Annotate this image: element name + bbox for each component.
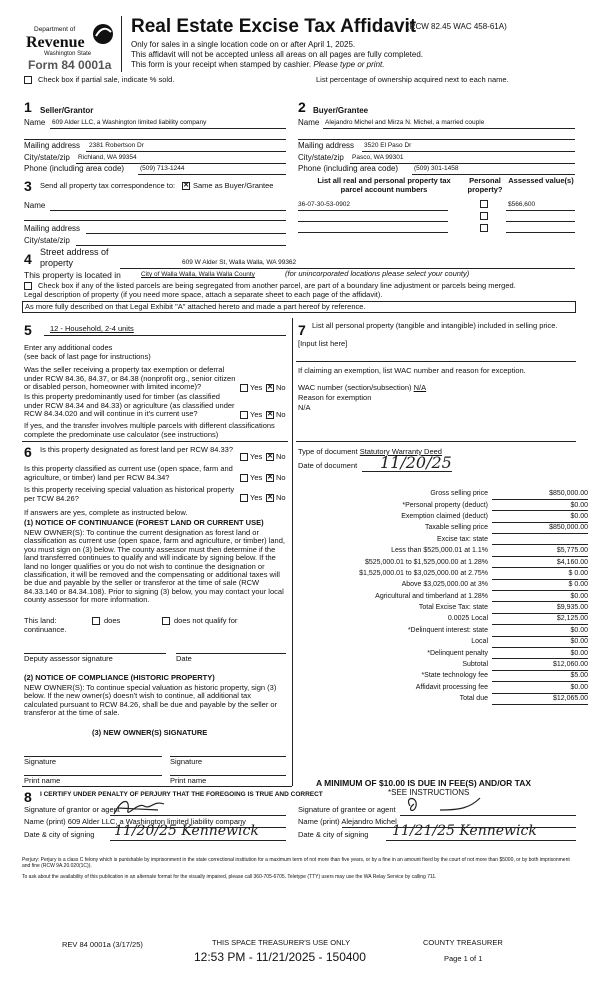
calc-value[interactable]: $5.00 [492,670,588,681]
calc-value[interactable]: $5,775.00 [492,545,588,556]
buyer-name-value[interactable]: Alejandro Michel and Mirza N. Michel, a married couple [325,119,485,126]
notice-compliance-text: NEW OWNER(S): To continue special valuation as historic property, sign (3) below. If the new owner(s) doesn't wish to continue, all additional tax calculated pursuant to RCW 84.26, shall be due and payable by the seller or transferor at the time of sale. [24,683,278,718]
buyer-city-label: City/state/zip [298,153,344,162]
dept-label: Department of [34,26,76,33]
grantee-sig-label: Signature of grantee or agent [298,805,396,814]
seller-heading: Seller/Grantor [40,106,94,115]
s5-q1-no-checkbox[interactable]: ✕ [267,384,273,391]
seller-mail-value[interactable]: 2381 Robertson Dr [89,142,144,149]
s5-q2-yes-label: Yes [250,410,263,419]
calc-label: Subtotal [462,661,488,669]
grantor-name-value[interactable]: 609 Alder LLC, a Washington limited liability company [67,817,246,826]
legal-desc-label: Legal description of property (if you need more space, attach a separate sheet to each page of the affidavit). [24,290,383,299]
s5-q1-yes-label: Yes [250,383,263,392]
wac-value[interactable]: N/A [413,383,427,392]
calc-row [296,568,588,579]
calc-value[interactable]: $0.00 [492,591,588,602]
section-7-number: 7 [298,322,306,338]
location-value[interactable]: City of Walla Walla, Walla Walla County [141,271,255,278]
s6-q3-no-checkbox[interactable]: ✕ [267,494,273,501]
s5-q2-yes-checkbox[interactable] [240,411,248,419]
parcel-number-1[interactable]: 36-07-30-53-0902 [298,201,351,208]
s6-q3-no-label: No [276,493,286,502]
calc-row [296,682,588,693]
see-instructions-note: *SEE INSTRUCTIONS [388,788,470,797]
calc-value[interactable] [492,534,588,545]
s6-q3-yes-label: Yes [250,493,263,502]
calc-value[interactable]: $850,000.00 [492,522,588,533]
s6-q1-no-checkbox[interactable]: ✕ [267,453,273,460]
additional-codes-label: Enter any additional codes [24,343,113,352]
calc-row [296,602,588,613]
calc-row [296,499,588,510]
certification-statement: I CERTIFY UNDER PENALTY OF PERJURY THAT THE FOREGOING IS TRUE AND CORRECT [40,791,323,798]
s6-q1-yes-checkbox[interactable] [240,453,248,461]
same-as-buyer-checkbox[interactable]: ✕ [183,182,189,189]
calc-row [296,545,588,556]
seller-phone-label: Phone (including area code) [24,164,125,173]
buyer-phone-label: Phone (including area code) [298,164,399,173]
s5-q1-yes-checkbox[interactable] [240,384,248,392]
state-label: Washington State [44,51,92,57]
personal-property-checkbox-3[interactable] [480,224,488,232]
partial-sale-label: Check box if partial sale, indicate % sold. [38,75,175,84]
seller-name-label: Name [24,118,46,127]
assessed-value-1[interactable]: $566,600 [508,201,536,208]
calc-row [296,488,588,499]
section-3-number: 3 [24,178,32,194]
wa-logo-icon [90,22,116,46]
calc-value[interactable]: $2,125.00 [492,613,588,624]
personal-property-checkbox-1[interactable] [480,200,488,208]
calc-label: 0.0025 Local [447,615,488,623]
s5-q3: If yes, and the transfer involves multiple parcels with different classifications complete the predominate use calculator (see instructions) [24,421,275,439]
grantor-date-label: Date & city of signing [24,830,95,839]
calc-value[interactable]: $ 0.00 [492,568,588,579]
buyer-mail-label: Mailing address [298,141,355,150]
header-line-3b: Please type or print. [313,60,385,69]
calc-label: $1,525,000.01 to $3,025,000.00 at 2.75% [359,569,488,577]
location-note: (for unincorporated locations please select your county) [285,269,470,278]
s6-print-name-label-1: Print name [24,776,61,785]
doc-date-value[interactable]: 11/20/25 [380,453,452,472]
calc-label: Local [471,638,488,646]
calc-value[interactable]: $12,060.00 [492,659,588,670]
page-number: Page 1 of 1 [444,954,483,963]
buyer-name-label: Name [298,118,320,127]
notice-continuance-text: NEW OWNER(S): To continue the current designation as forest land or classification as current use (open space, farm and agriculture, or timber) land, you must sign on (3) below. The county assessor must then determine if the land transferred continues to qualify and will indicate by signing below. If the land no longer qualifies or you do not wish to continue the designation or classification, it will be removed and the compensating or additional taxes will be due and payable by the seller or transferor at the time of sale (RCW 84.33.140 or 84.34.108). Prior to signing (3) below, you may contact your local county assessor for more information. [24,528,285,605]
personal-property-input[interactable]: [Input list here] [298,339,348,348]
seller-name-value[interactable]: 609 Alder LLC, a Washington limited liability company [52,119,207,126]
assessed-value-header: Assessed value(s) [508,176,574,185]
s6-q1-no-label: No [276,452,286,461]
notice-continuance-heading: (1) NOTICE OF CONTINUANCE (FOREST LAND OR CURRENT USE) [24,518,264,527]
grantee-date-value[interactable]: 11/21/25 Kennewick [392,823,537,839]
this-land-label: This land: [24,616,57,625]
calc-label: *State technology fee [421,672,488,680]
notice-compliance-heading: (2) NOTICE OF COMPLIANCE (HISTORIC PROPERTY) [24,673,215,682]
calc-value[interactable]: $0.00 [492,647,588,658]
s6-q2-yes-label: Yes [250,473,263,482]
section-2-number: 2 [298,99,306,115]
accessibility-notice: To ask about the availability of this publication in an alternate format for the visually impaired, please call 360-705-6705. Teletype (TTY) users may use the WA Relay Service by calling 711. [22,874,437,880]
land-does-label: does [104,616,121,625]
s5-q1: Was the seller receiving a property tax exemption or deferral under RCW 84.36, 84.37, or 84.38 (nonprofit org., senior citizen or disabled person, homeowner with limited income)? [24,365,236,392]
deputy-date-label: Date [176,654,192,663]
s5-q2-no-label: No [276,410,286,419]
rcw-ref: (RCW 82.45 WAC 458-61A) [407,22,507,31]
calc-row [296,693,588,704]
reason-label: Reason for exemption [298,393,372,402]
header-line-1: Only for sales in a single location code on or after April 1, 2025. [131,40,356,49]
buyer-mail-value[interactable]: 3520 El Paso Dr [364,142,412,149]
land-does-not-checkbox[interactable] [162,617,170,625]
wac-label: WAC number (section/subsection) [298,383,412,392]
grantor-date-value[interactable]: 11/20/25 Kennewick [114,823,259,839]
parcel-header: List all real and personal property tax parcel account numbers [317,176,451,194]
calc-label: Above $3,025,000.00 at 3% [401,581,488,589]
street-value[interactable]: 609 W Alder St, Walla Walla, WA 99362 [182,259,297,266]
header-line-3: This form is your receipt when stamped by cashier. [131,60,312,69]
calc-label: *Delinquent penalty [427,649,488,657]
section-1-number: 1 [24,99,32,115]
calc-value[interactable]: $0.00 [492,682,588,693]
same-as-buyer-label: Same as Buyer/Grantee [193,181,274,190]
land-does-not-label: does not qualify for [174,616,238,625]
land-does-checkbox[interactable] [92,617,100,625]
legal-description-box[interactable]: As more fully described on that Legal Exhibit "A" attached hereto and made a part hereof by reference. [22,301,576,313]
treasurer-stamp: 12:53 PM - 11/21/2025 - 150400 [194,950,366,964]
calc-row [296,636,588,647]
doc-type-value[interactable]: Statutory Warranty Deed [359,447,442,456]
s3-name-label: Name [24,201,46,210]
s6-instructions: If answers are yes, complete as instructed below. [24,508,188,517]
calc-row [296,522,588,533]
calc-label: Total due [459,695,488,703]
s6-print-name-label-2: Print name [170,776,207,785]
s5-q2-no-checkbox[interactable]: ✕ [267,411,273,418]
page-title: Real Estate Excise Tax Affidavit [131,16,417,37]
calc-value[interactable]: $4,160.00 [492,556,588,567]
continuance-label: continuance. [24,625,67,634]
section-8-number: 8 [24,789,32,805]
form-revision: REV 84 0001a (3/17/25) [62,940,143,949]
new-owner-sig-heading: (3) NEW OWNER(S) SIGNATURE [92,728,208,737]
treasurer-use-label: THIS SPACE TREASURER'S USE ONLY [212,938,351,947]
s6-q1-yes-label: Yes [250,452,263,461]
segregation-checkbox[interactable] [24,282,32,290]
calc-label: Agricultural and timberland at 1.28% [375,592,488,600]
minimum-fee-note: A MINIMUM OF $10.00 IS DUE IN FEE(S) AND/OR TAX [316,778,532,788]
calc-row [296,613,588,624]
seller-city-label: City/state/zip [24,153,70,162]
tax-calculation-table [296,488,588,705]
calc-label: Taxable selling price [424,524,488,532]
seller-phone-value[interactable]: (509) 713-1244 [140,165,185,172]
reason-value[interactable]: N/A [298,403,311,412]
calc-value[interactable]: $0.00 [492,511,588,522]
s6-signature-label-2: Signature [170,757,203,766]
doc-date-label: Date of document [298,461,358,470]
calc-row [296,511,588,522]
segregation-label: Check box if any of the listed parcels are being segregated from another parcel, are part of a boundary line adjustment or parcels being merged. [38,281,516,290]
calc-value[interactable]: $0.00 [492,625,588,636]
calc-label: Excise tax: state [437,535,488,543]
additional-codes-note: (see back of last page for instructions) [24,352,151,361]
seller-city-value[interactable]: Richland, WA 99354 [78,154,137,161]
calc-label: *Delinquent interest: state [407,626,488,634]
calc-row [296,647,588,658]
calc-value[interactable]: $0.00 [492,499,588,510]
s6-q2-yes-checkbox[interactable] [240,474,248,482]
calc-row [296,534,588,545]
calc-row [296,591,588,602]
section-4-number: 4 [24,251,32,267]
s6-q3: Is this property receiving special valuation as historical property per TCW 84.26? [24,485,235,503]
calc-value[interactable]: $9,935.00 [492,602,588,613]
perjury-notice: Perjury: Perjury is a class C felony which is punishable by imprisonment in the state correctional institution for a maximum term of not more than five years, or by a fine in an amount fixed by the court of not more than $5000, or by both imprisonment and fine (RCW 9A.20.020(1C)). [22,857,570,869]
calc-label: Affidavit processing fee [415,683,488,691]
calc-label: Exemption claimed (deduct) [401,512,488,520]
calc-label: $525,000.01 to $1,525,000.00 at 1.28% [365,558,488,566]
s6-q3-yes-checkbox[interactable] [240,494,248,502]
land-use-code[interactable]: 12 - Household, 2-4 units [50,324,134,333]
calc-value[interactable]: $12,065.00 [492,693,588,704]
section-6-number: 6 [24,444,32,460]
s5-q2: Is this property predominantly used for timber (as classified under RCW 84.34 and 84.33) or agriculture (as classified under RCW 84.34.020 and will continue in it's current use? [24,392,235,419]
s5-q1-no-label: No [276,383,286,392]
form-number: Form 84 0001a [28,58,112,72]
located-in-label: This property is located in [24,270,121,280]
s6-q2-no-checkbox[interactable]: ✕ [267,474,273,481]
grantor-name-label: Name (print) [24,817,66,826]
seller-mail-label: Mailing address [24,141,81,150]
s6-q2-no-label: No [276,473,286,482]
grantee-name-label: Name (print) [298,817,340,826]
calc-value[interactable]: $ 0.00 [492,579,588,590]
ownership-note: List percentage of ownership acquired next to each name. [316,75,509,84]
calc-value[interactable]: $0.00 [492,636,588,647]
buyer-city-value[interactable]: Pasco, WA 99301 [352,154,404,161]
grantor-sig-label: Signature of grantor or agent [24,805,120,814]
header-line-2: This affidavit will not be accepted unless all areas on all pages are fully completed. [131,50,424,59]
calc-label: Gross selling price [430,490,488,498]
calc-row [296,625,588,636]
personal-property-label: List all personal property (tangible and intangible) included in selling price. [312,321,558,330]
s3-mail-label: Mailing address [24,224,81,233]
revenue-label: Revenue [26,34,85,51]
calc-row [296,659,588,670]
buyer-heading: Buyer/Grantee [313,106,369,115]
s3-city-label: City/state/zip [24,236,70,245]
calc-row [296,556,588,567]
correspondence-label: Send all property tax correspondence to: [40,181,176,190]
s6-q1: Is this property designated as forest land per RCW 84.33? [40,445,234,454]
calc-label: Less than $525,000.01 at 1.1% [391,547,488,555]
s6-signature-label-1: Signature [24,757,57,766]
buyer-phone-value[interactable]: (509) 301-1458 [414,165,459,172]
personal-property-header: Personal property? [467,176,503,194]
calc-value[interactable]: $850,000.00 [492,488,588,499]
doc-type-label: Type of document [298,447,358,456]
street-label: Street address of property [40,247,109,268]
exemption-note: If claiming an exemption, list WAC number and reason for exception. [298,366,526,375]
calc-label: *Personal property (deduct) [402,501,488,509]
grantee-date-label: Date & city of signing [298,830,369,839]
county-treasurer-label: COUNTY TREASURER [423,938,503,947]
grantee-name-value[interactable]: Alejandro Michel [341,817,397,826]
partial-sale-checkbox[interactable] [24,76,32,84]
calc-label: Total Excise Tax: state [418,604,488,612]
personal-property-checkbox-2[interactable] [480,212,488,220]
section-5-number: 5 [24,322,32,338]
s6-q2: Is this property classified as current use (open space, farm and agriculture, or timber) land per RCW 84.34? [24,464,233,482]
calc-row [296,579,588,590]
calc-row [296,670,588,681]
deputy-assessor-label: Deputy assessor signature [24,654,113,663]
